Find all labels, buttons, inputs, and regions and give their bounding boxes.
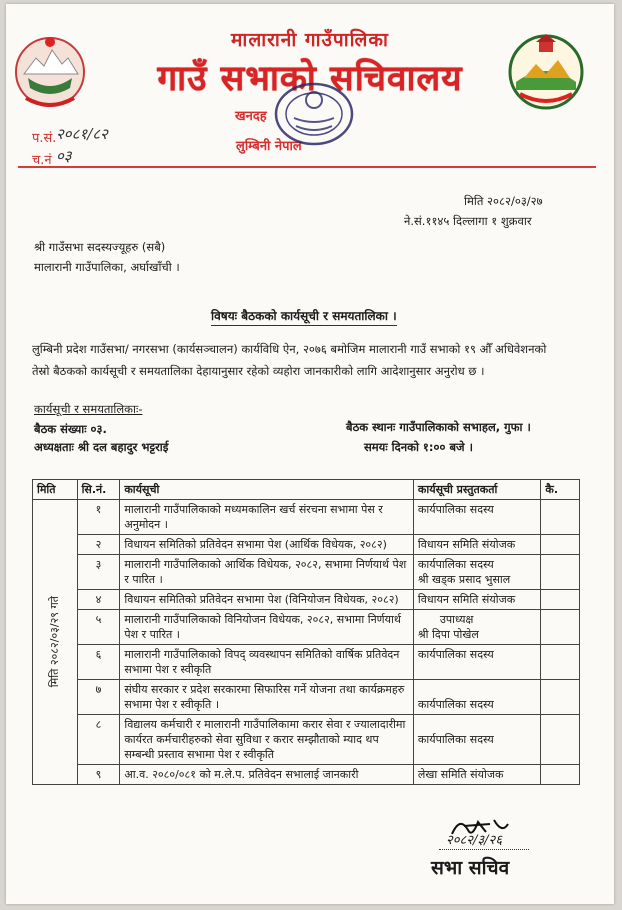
row-remarks [541, 715, 580, 765]
body-line-2: तेस्रो बैठकको कार्यसूची र समयतालिका देहायानुसार रहेको व्यहोरा जानकारीको लागि आदेशानुसार अनुरोध छ । [32, 364, 485, 378]
row-agenda: विधायन समितिको प्रतिवेदन सभामा पेश (विनियोजन विधेयक, २०८२) [120, 590, 414, 610]
row-presenter: कार्यपालिका सदस्य [413, 645, 540, 680]
row-remarks [541, 765, 580, 785]
pa-sa-label: प.सं. [32, 131, 57, 146]
letter-date: मिति २०८२/०३/२७ [464, 194, 543, 208]
row-sn: १ [77, 500, 120, 535]
signatory-title: सभा सचिव [431, 857, 510, 879]
table-row [33, 680, 580, 715]
row-remarks [541, 645, 580, 680]
presenter-role: कार्यपालिका सदस्य [417, 558, 494, 571]
meeting-time: समयः दिनको १:०० बजे । [364, 440, 473, 454]
presenter-name: श्री खड्क प्रसाद भुसाल [417, 573, 511, 586]
letterhead-location-1: खनदह [235, 109, 267, 124]
meeting-number: बैठक संख्याः ०३. [34, 422, 107, 436]
table-row [33, 645, 580, 680]
row-presenter: कार्यपालिका सदस्य [413, 680, 540, 715]
letter-body [32, 338, 587, 382]
agenda-table [32, 479, 580, 785]
body-line-1: लुम्बिनी प्रदेश गाउँसभा/ नगरसभा (कार्यसञ्चालन) कार्यविधि ऐन, २०७६ बमोजिम मालारानी गाउँ सभाको १९ औँ अधिवेशनको [32, 342, 547, 356]
meeting-date-cell [33, 500, 78, 785]
header-sn: सि.नं. [77, 480, 120, 500]
row-agenda: मालारानी गाउँपालिकाको मध्यमकालिन खर्च संरचना सभामा पेस र अनुमोदन । [120, 500, 414, 535]
letterhead-title: गाउँ सभाको सचिवालय [157, 59, 463, 99]
presenter-role: उपाध्यक्ष [439, 613, 474, 626]
row-agenda: आ.व. २०८०/०८१ को म.ले.प. प्रतिवेदन सभालाई जानकारी [120, 765, 414, 785]
row-sn: ३ [77, 555, 120, 590]
row-presenter [413, 555, 540, 590]
row-presenter: लेखा समिति संयोजक [413, 765, 540, 785]
meeting-venue: बैठक स्थानः गाउँपालिकाको सभाहल, गुफा । [346, 420, 531, 434]
signature-date: २०८२/३/२६ [446, 833, 503, 848]
row-sn: ६ [77, 645, 120, 680]
row-sn: ५ [77, 610, 120, 645]
row-presenter: कार्यपालिका सदस्य [413, 715, 540, 765]
row-agenda: विधायन समितिको प्रतिवेदन सभामा पेश (आर्थिक विधेयक, २०८२) [120, 535, 414, 555]
row-presenter: विधायन समिति संयोजक [413, 590, 540, 610]
table-row [33, 610, 580, 645]
recipient-line-1: श्री गाउँसभा सदस्यज्यूहरु (सबै) [34, 240, 166, 254]
row-agenda: संघीय सरकार र प्रदेश सरकारमा सिफारिस गर्ने योजना तथा कार्यक्रमहरु सभामा पेश र स्वीकृति । [120, 680, 414, 715]
row-agenda: मालारानी गाउँपालिकाको विनियोजन विधेयक, २०८२, सभामा निर्णयार्थ पेश र पारित । [120, 610, 414, 645]
pa-sa-value: २०८१/८२ [56, 125, 108, 143]
row-sn: २ [77, 535, 120, 555]
signature-line [439, 849, 529, 850]
header-agenda: कार्यसूची [120, 480, 414, 500]
header-presenter: कार्यसूची प्रस्तुतकर्ता [413, 480, 540, 500]
row-agenda: विद्यालय कर्मचारी र मालारानी गाउँपालिकामा करार सेवा र ज्यालादारीमा कार्यरत कर्मचारीहरुको सेवा सुविधा र करार सम्झौताको म्याद थप सम्बन्धी प्रस्ताव सभामा पेश र स्वीकृति [120, 715, 414, 765]
cha-na-value: ०३ [56, 147, 72, 165]
row-agenda: मालारानी गाउँपालिकाको आर्थिक विधेयक, २०८२, सभामा निर्णयार्थ पेश र पारित । [120, 555, 414, 590]
row-sn: ४ [77, 590, 120, 610]
nepal-sambat-date: ने.सं.११४५ दिल्लागा १ शुक्रवार [404, 214, 532, 228]
row-sn: ७ [77, 680, 120, 715]
table-row [33, 765, 580, 785]
meeting-date-vertical: मिति २०८२/०३/२९ गते [48, 596, 62, 688]
row-presenter [413, 610, 540, 645]
row-remarks [541, 610, 580, 645]
cha-na-label: च.नं [32, 153, 52, 168]
row-agenda: मालारानी गाउँपालिकाको विपद् व्यवस्थापन समितिको वार्षिक प्रतिवेदन सभामा पेश र स्वीकृति [120, 645, 414, 680]
row-remarks [541, 555, 580, 590]
row-sn: ८ [77, 715, 120, 765]
official-stamp-seal [268, 78, 360, 150]
row-remarks [541, 535, 580, 555]
recipient-line-2: मालारानी गाउँपालिका, अर्घाखाँची । [34, 260, 180, 274]
letter-subject: विषयः बैठकको कार्यसूची र समयतालिका । [211, 307, 397, 326]
schedule-heading: कार्यसूची र समयतालिकाः- [34, 402, 143, 416]
row-remarks [541, 590, 580, 610]
row-sn: ९ [77, 765, 120, 785]
row-presenter: विधायन समिति संयोजक [413, 535, 540, 555]
header-date: मिति [33, 480, 78, 500]
header-remarks: कै. [541, 480, 580, 500]
row-remarks [541, 500, 580, 535]
table-row [33, 715, 580, 765]
letterhead-location-2: लुम्बिनी नेपाल [236, 139, 302, 154]
table-row [33, 590, 580, 610]
row-remarks [541, 680, 580, 715]
meeting-chair: अध्यक्षताः श्री दल बहादुर भट्टराई [34, 440, 169, 454]
table-row [33, 555, 580, 590]
table-row [33, 535, 580, 555]
letterhead-municipality-name: मालारानी गाउँपालिका [231, 29, 389, 51]
table-header-row [33, 480, 580, 500]
letterhead-divider [18, 166, 596, 168]
presenter-name: श्री दिपा पोखेल [417, 628, 479, 641]
row-presenter: कार्यपालिका सदस्य [413, 500, 540, 535]
letter-page [6, 4, 614, 904]
table-row [33, 500, 580, 535]
